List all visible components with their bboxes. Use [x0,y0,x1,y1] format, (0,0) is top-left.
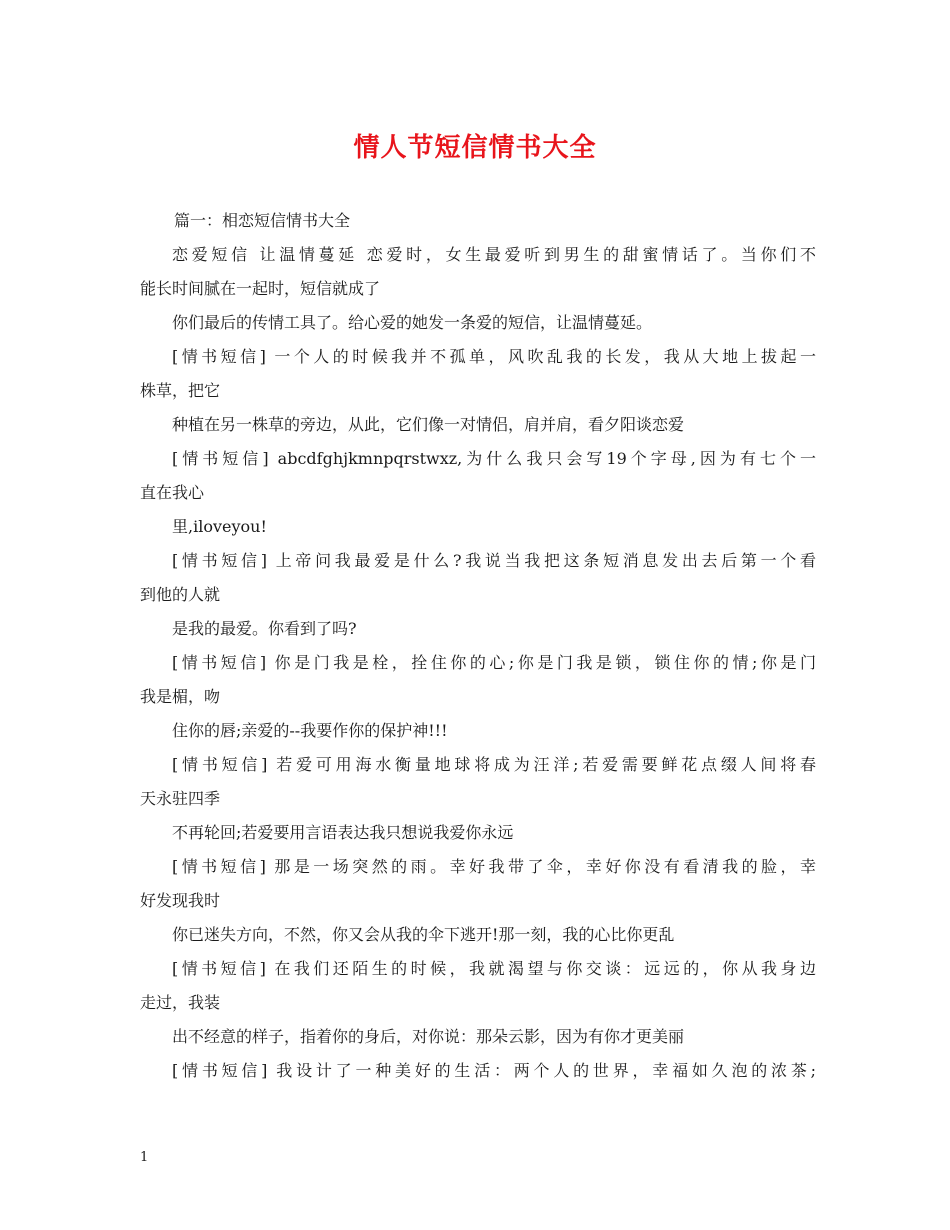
paragraph-line: 是我的最爱。你看到了吗? [172,619,357,638]
paragraph-line: 里,iloveyou! [172,517,267,536]
paragraph-line: [情书短信] 若爱可用海水衡量地球将成为汪洋;若爱需要鲜花点缀人间将春 [172,755,816,774]
paragraph-line: 种植在另一株草的旁边，从此，它们像一对情侣，肩并肩，看夕阳谈恋爱 [172,415,685,434]
paragraph-line: 我是楣，吻 [140,687,221,706]
page-number: 1 [140,1150,149,1165]
paragraph-line: 直在我心 [140,483,205,502]
document-title: 情人节短信情书大全 [353,133,597,163]
paragraph-line: 株草，把它 [140,381,221,400]
paragraph-line: [情书短信] 那是一场突然的雨。幸好我带了伞，幸好你没有看清我的脸，幸 [172,857,816,876]
paragraph-line: [情书短信] 上帝问我最爱是什么?我说当我把这条短消息发出去后第一个看 [172,551,816,570]
paragraph-line: [情书短信] 我设计了一种美好的生活：两个人的世界，幸福如久泡的浓茶; [172,1061,816,1080]
paragraph-line: 恋爱短信 让温情蔓延 恋爱时，女生最爱听到男生的甜蜜情话了。当你们不 [172,245,816,264]
paragraph-line: [情书短信] 一个人的时候我并不孤单，风吹乱我的长发，我从大地上拔起一 [172,347,816,366]
paragraph-line: 出不经意的样子，指着你的身后，对你说：那朵云影，因为有你才更美丽 [172,1027,685,1046]
section-heading: 篇一：相恋短信情书大全 [174,211,351,230]
paragraph-line: 你们最后的传情工具了。给心爱的她发一条爱的短信，让温情蔓延。 [172,313,653,332]
paragraph-line: 能长时间腻在一起时，短信就成了 [140,279,381,298]
paragraph-line: 到他的人就 [140,585,221,604]
paragraph-line: 好发现我时 [140,891,221,910]
paragraph-line: 走过，我装 [140,993,221,1012]
paragraph-line: [情书短信] 你是门我是栓，拴住你的心;你是门我是锁，锁住你的情;你是门 [172,653,816,672]
paragraph-line: 住你的唇;亲爱的--我要作你的保护神!!! [172,721,448,740]
paragraph-line: 天永驻四季 [140,789,221,808]
paragraph-line: [情书短信] 在我们还陌生的时候，我就渴望与你交谈：远远的，你从我身边 [172,959,816,978]
paragraph-line: 不再轮回;若爱要用言语表达我只想说我爱你永远 [172,823,514,842]
paragraph-line: [情书短信] abcdfghjkmnpqrstwxz,为什么我只会写19个字母,因为有七个一 [172,449,816,468]
document-body [140,204,816,1088]
paragraph-line: 你已迷失方向，不然，你又会从我的伞下逃开!那一刻，我的心比你更乱 [172,925,675,944]
